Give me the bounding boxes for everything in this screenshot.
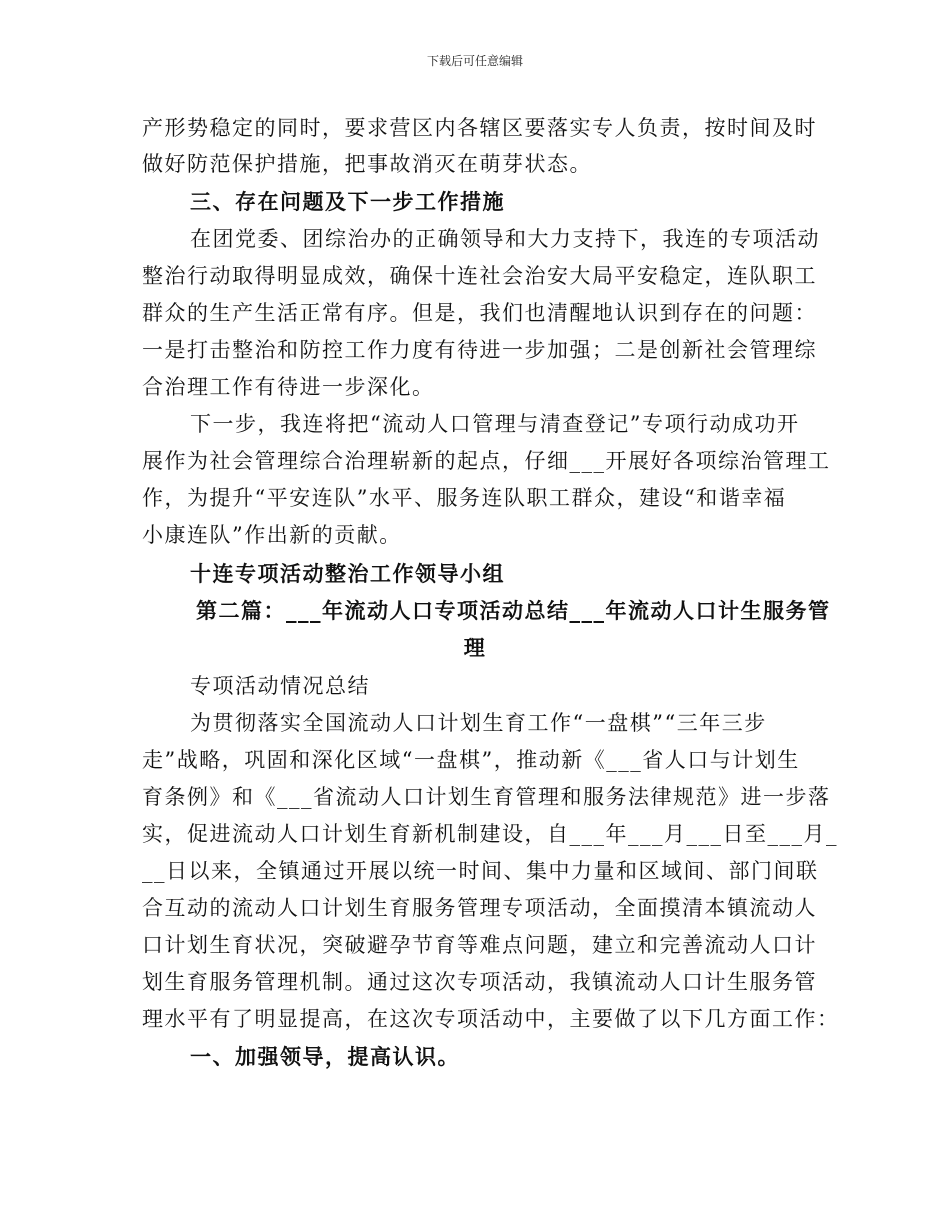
body-line: 作，为提升“平安连队”水平、服务连队职工群众，建设“和谐幸福 — [142, 486, 787, 510]
body-line: 在团党委、团综治办的正确领导和大力支持下，我连的专项活动 — [190, 227, 820, 251]
body-line: 口计划生育状况，突破避孕节育等难点问题，建立和完善流动人口计 — [142, 933, 817, 957]
body-line: 整治行动取得明显成效，确保十连社会治安大局平安稳定，连队职工 — [142, 264, 817, 288]
body-line: 划生育服务管理机制。通过这次专项活动，我镇流动人口计生服务管 — [142, 970, 817, 994]
chapter-title-continued: 理 — [463, 636, 487, 660]
body-line: 小康连队”作出新的贡献。 — [142, 523, 402, 547]
body-line: 群众的生产生活正常有序。但是，我们也清醒地认识到存在的问题： — [142, 301, 817, 325]
section-heading: 一、加强领导，提高认识。 — [190, 1045, 460, 1069]
body-line: 一是打击整治和防控工作力度有待进一步加强；二是创新社会管理综 — [142, 338, 817, 362]
body-line: 走”战略，巩固和深化区域“一盘棋”，推动新《___省人口与计划生 — [142, 748, 800, 772]
signature-line: 十连专项活动整治工作领导小组 — [190, 562, 505, 586]
body-line: 合治理工作有待进一步深化。 — [142, 375, 435, 399]
section-heading: 三、存在问题及下一步工作措施 — [190, 190, 505, 214]
body-line: __日以来，全镇通过开展以统一时间、集中力量和区域间、部门间联 — [142, 859, 819, 883]
body-line: 理水平有了明显提高，在这次专项活动中，主要做了以下几方面工作： — [142, 1007, 840, 1031]
body-line: 下一步，我连将把“流动人口管理与清查登记”专项行动成功开 — [190, 412, 800, 436]
body-line: 为贯彻落实全国流动人口计划生育工作“一盘棋”“三年三步 — [190, 711, 767, 735]
subheading: 专项活动情况总结 — [190, 674, 370, 698]
body-line: 做好防范保护措施，把事故消灭在萌芽状态。 — [142, 152, 592, 176]
body-line: 产形势稳定的同时，要求营区内各辖区要落实专人负责，按时间及时 — [142, 116, 817, 140]
body-line: 展作为社会管理综合治理崭新的起点，仔细___开展好各项综治管理工 — [142, 449, 831, 473]
body-line: 合互动的流动人口计划生育服务管理专项活动，全面摸清本镇流动人 — [142, 896, 817, 920]
page-header: 下载后可任意编辑 — [426, 54, 523, 68]
body-line: 实，促进流动人口计划生育新机制建设，自___年___月___日至___月_ — [142, 822, 838, 846]
chapter-title: 第二篇：___年流动人口专项活动总结___年流动人口计生服务管 — [196, 599, 831, 623]
body-line: 育条例》和《___省流动人口计划生育管理和服务法律规范》进一步落 — [142, 785, 831, 809]
